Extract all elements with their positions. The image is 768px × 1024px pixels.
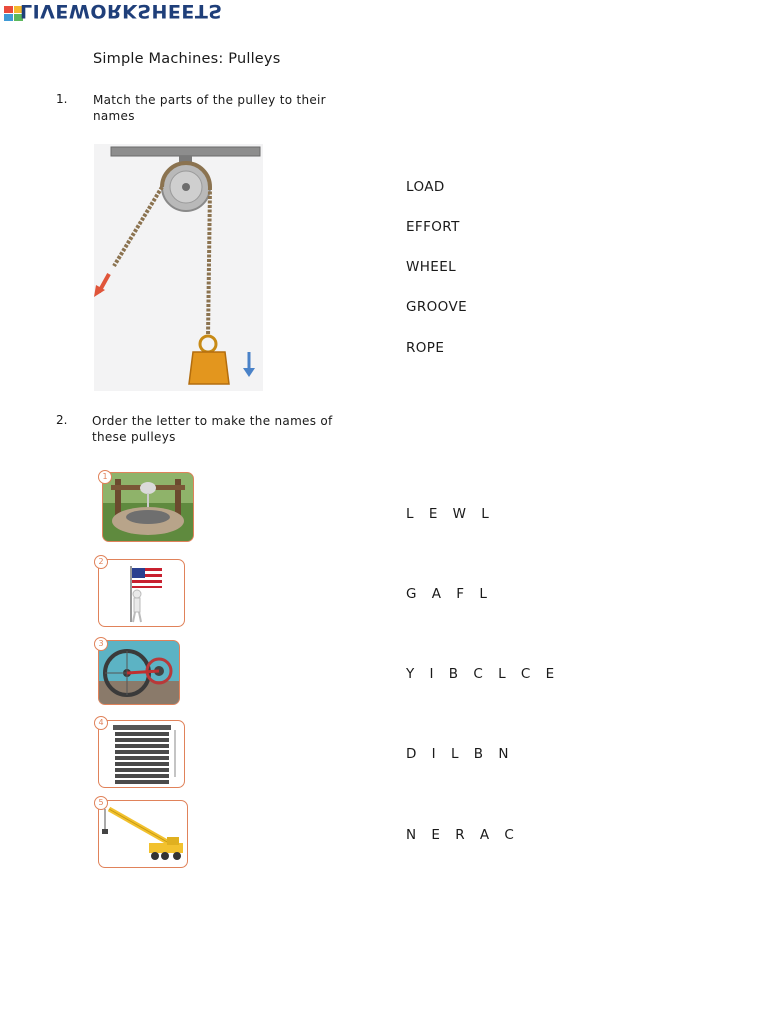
pulley-image-flag bbox=[94, 555, 186, 627]
item-badge: 3 bbox=[94, 637, 108, 651]
item-badge: 4 bbox=[94, 716, 108, 730]
blinds-icon bbox=[99, 721, 184, 787]
word-effort: EFFORT bbox=[406, 219, 460, 235]
word-wheel: WHEEL bbox=[406, 259, 457, 275]
page-title: Simple Machines: Pulleys bbox=[93, 51, 281, 67]
word-rope: ROPE bbox=[406, 340, 445, 356]
word-load: LOAD bbox=[406, 179, 445, 195]
scramble-1: L E W L bbox=[406, 506, 495, 522]
flagpole-icon bbox=[99, 560, 184, 626]
item-badge: 5 bbox=[94, 796, 108, 810]
pulley-illustration-icon bbox=[94, 144, 263, 391]
pulley-image-crane bbox=[94, 796, 189, 868]
scramble-3: Y I B C L C E bbox=[406, 666, 560, 682]
question-2-text: Order the letter to make the names of these pulleys bbox=[92, 414, 333, 444]
bicycle-photo-icon bbox=[99, 641, 179, 704]
pulley-image-blinds bbox=[94, 716, 186, 788]
liveworksheets-logo bbox=[4, 2, 224, 28]
logo-text: LIVEWORKSHEETS bbox=[20, 0, 223, 22]
scramble-4: D I L B N bbox=[406, 746, 514, 762]
question-1-text: Match the parts of the pulley to their names bbox=[93, 93, 326, 123]
scramble-5: N E R A C bbox=[406, 827, 520, 843]
scramble-2: G A F L bbox=[406, 586, 493, 602]
pulley-image-bicycle bbox=[94, 637, 180, 705]
item-badge: 2 bbox=[94, 555, 108, 569]
word-groove: GROOVE bbox=[406, 299, 468, 315]
item-badge: 1 bbox=[98, 470, 112, 484]
question-1-number: 1. bbox=[56, 92, 68, 106]
crane-icon bbox=[99, 801, 187, 867]
pulley-diagram bbox=[94, 144, 263, 391]
question-2-number: 2. bbox=[56, 413, 68, 427]
well-photo-icon bbox=[103, 473, 193, 541]
pulley-image-well bbox=[98, 470, 194, 542]
